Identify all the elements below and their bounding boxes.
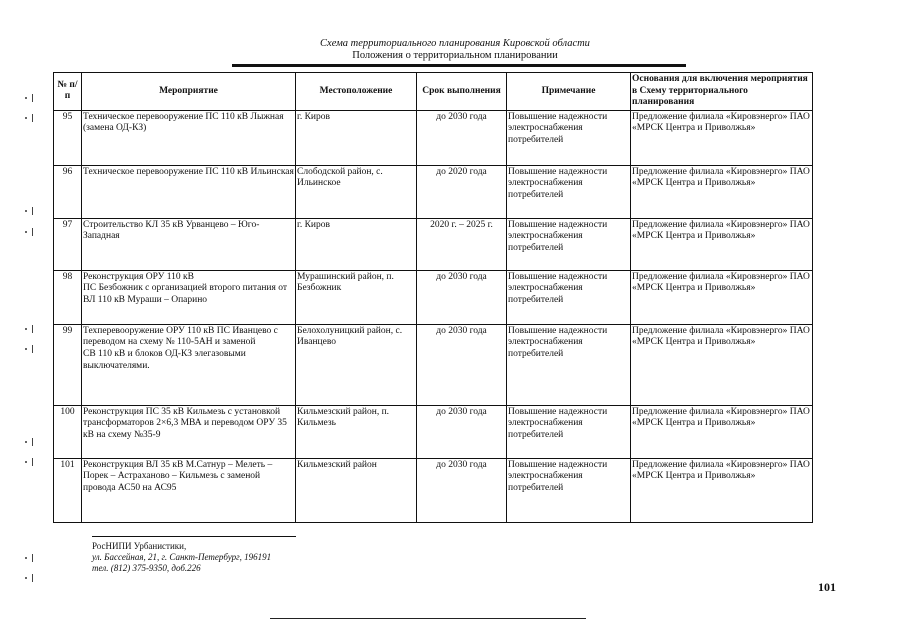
row-note: Повышение надежности электроснабжения потребителей [507, 324, 631, 405]
row-number: 98 [54, 270, 82, 324]
row-number: 100 [54, 405, 82, 458]
row-note: Повышение надежности электроснабжения потребителей [507, 165, 631, 218]
row-note: Повышение надежности электроснабжения потребителей [507, 458, 631, 522]
table-row [54, 405, 813, 458]
column-header-measure: Мероприятие [82, 73, 296, 111]
binding-hole-mark [24, 323, 36, 339]
table-row [54, 218, 813, 270]
table-row [54, 110, 813, 165]
row-note: Повышение надежности электроснабжения потребителей [507, 110, 631, 165]
document-title: Схема территориального планирования Кировской области [320, 38, 590, 49]
row-measure: Реконструкция ПС 35 кВ Кильмезь с установкой трансформаторов 2×6,3 МВА и переводом ОРУ 35 кВ на схему №35-9 [82, 405, 296, 458]
footer-rule [92, 536, 296, 537]
row-term: до 2030 года [417, 458, 507, 522]
column-header-basis: Основания для включения мероприятия в Схему территориального планирования [631, 73, 813, 111]
row-location: Слободской район, с. Ильинское [296, 165, 417, 218]
bottom-rule [270, 618, 586, 619]
row-measure: Реконструкция ОРУ 110 кВ ПС Безбожник с организацией второго питания от ВЛ 110 кВ Мураши – Опарино [82, 270, 296, 324]
binding-hole-mark [24, 456, 36, 472]
row-note: Повышение надежности электроснабжения потребителей [507, 218, 631, 270]
document-subtitle: Положения о территориальном планировании [352, 50, 558, 61]
footer-phone: тел. (812) 375-9350, доб.226 [92, 563, 201, 573]
row-measure: Техническое перевооружение ПС 110 кВ Лыжная (замена ОД-КЗ) [82, 110, 296, 165]
row-number: 96 [54, 165, 82, 218]
page-number: 101 [818, 580, 836, 594]
row-measure: Техническое перевооружение ПС 110 кВ Ильинская [82, 165, 296, 218]
column-header-note: Примечание [507, 73, 631, 111]
row-location: г. Киров [296, 110, 417, 165]
row-location: Мурашинский район, п. Безбожник [296, 270, 417, 324]
binding-hole-mark [24, 226, 36, 242]
row-location: Белохолуницкий район, с. Иванцево [296, 324, 417, 405]
binding-hole-mark [24, 552, 36, 568]
measures-table [53, 72, 813, 523]
row-measure: Строительство КЛ 35 кВ Урванцево – Юго-Западная [82, 218, 296, 270]
row-measure: Техперевооружение ОРУ 110 кВ ПС Иванцево с переводом на схему № 110-5АН и заменой СВ 110 кВ и блоков ОД-КЗ элегазовыми выключателями. [82, 324, 296, 405]
row-term: до 2030 года [417, 405, 507, 458]
table-row [54, 324, 813, 405]
row-basis: Предложение филиала «Кировэнерго» ПАО «МРСК Центра и Приволжья» [631, 218, 813, 270]
binding-hole-mark [24, 205, 36, 221]
row-note: Повышение надежности электроснабжения потребителей [507, 405, 631, 458]
row-term: 2020 г. – 2025 г. [417, 218, 507, 270]
binding-hole-mark [24, 112, 36, 128]
row-number: 101 [54, 458, 82, 522]
row-term: до 2030 года [417, 324, 507, 405]
table-row [54, 165, 813, 218]
column-header-location: Местоположение [296, 73, 417, 111]
row-basis: Предложение филиала «Кировэнерго» ПАО «МРСК Центра и Приволжья» [631, 270, 813, 324]
row-basis: Предложение филиала «Кировэнерго» ПАО «МРСК Центра и Приволжья» [631, 165, 813, 218]
column-header-term: Срок выполнения [417, 73, 507, 111]
row-basis: Предложение филиала «Кировэнерго» ПАО «МРСК Центра и Приволжья» [631, 324, 813, 405]
table-row [54, 458, 813, 522]
row-location: Кильмезский район, п. Кильмезь [296, 405, 417, 458]
row-number: 95 [54, 110, 82, 165]
row-basis: Предложение филиала «Кировэнерго» ПАО «МРСК Центра и Приволжья» [631, 458, 813, 522]
binding-hole-mark [24, 436, 36, 452]
footer-address: ул. Бассейная, 21, г. Санкт-Петербург, 196191 [92, 552, 272, 562]
row-number: 97 [54, 218, 82, 270]
row-basis: Предложение филиала «Кировэнерго» ПАО «МРСК Центра и Приволжья» [631, 110, 813, 165]
binding-hole-mark [24, 572, 36, 588]
document-header [160, 38, 750, 62]
footer-address-block [92, 541, 271, 574]
column-header-number: № п/п [54, 73, 82, 111]
row-location: Кильмезский район [296, 458, 417, 522]
row-basis: Предложение филиала «Кировэнерго» ПАО «МРСК Центра и Приволжья» [631, 405, 813, 458]
row-location: г. Киров [296, 218, 417, 270]
row-term: до 2030 года [417, 110, 507, 165]
row-term: до 2020 года [417, 165, 507, 218]
footer-org: РосНИПИ Урбанистики, [92, 541, 187, 551]
row-number: 99 [54, 324, 82, 405]
row-term: до 2030 года [417, 270, 507, 324]
header-rule [232, 64, 686, 67]
table-header-row [54, 73, 813, 111]
binding-hole-mark [24, 343, 36, 359]
table-row [54, 270, 813, 324]
binding-hole-mark [24, 92, 36, 108]
row-measure: Реконструкция ВЛ 35 кВ М.Сатнур – Мелеть – Порек – Астраханово – Кильмезь с заменой провода АС50 на АС95 [82, 458, 296, 522]
row-note: Повышение надежности электроснабжения потребителей [507, 270, 631, 324]
